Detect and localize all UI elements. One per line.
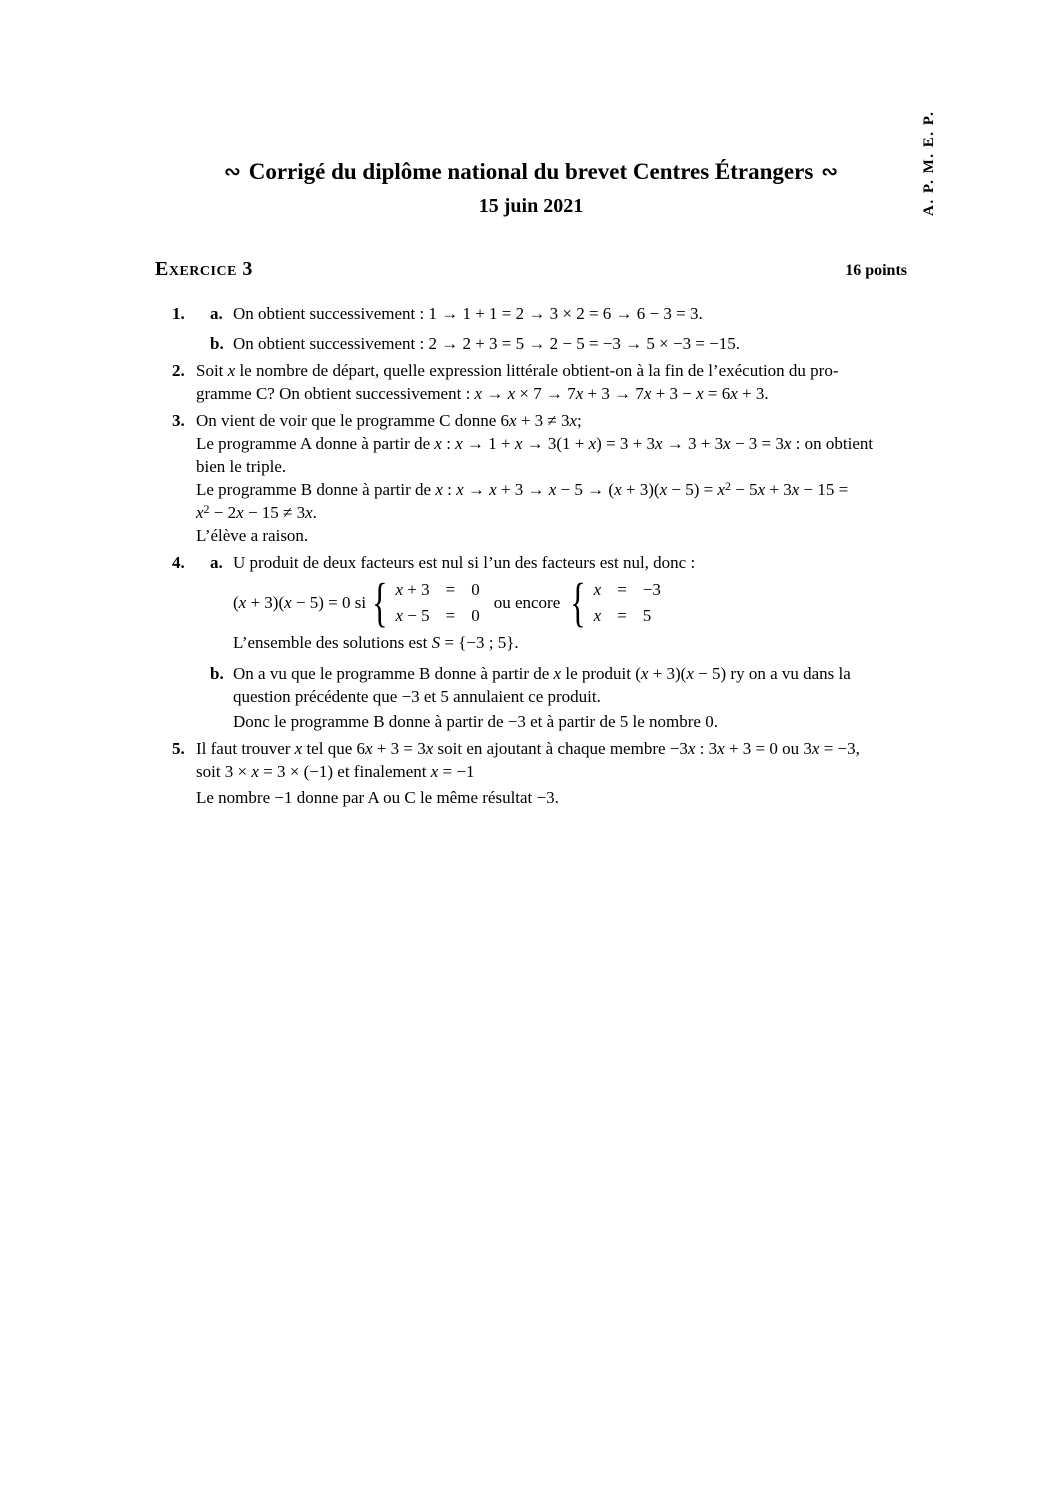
sub-letter: a. [210, 304, 223, 323]
answer-text: Il faut trouver x tel que 6x + 3 = 3x soit en ajoutant à chaque membre −3x : 3x + 3 = 0 ou 3x = −3, [196, 739, 860, 758]
question-4a [196, 551, 907, 574]
document-title-text: Corrigé du diplôme national du brevet Centres Étrangers [248, 159, 814, 184]
equation-lead: (x + 3)(x − 5) = 0 si [233, 593, 367, 612]
system-cell: 0 [471, 580, 480, 599]
question-3 [155, 409, 907, 547]
answer-text: On obtient successivement : 1 → 1 + 1 = 2 → 3 × 2 = 6 → 6 − 3 = 3. [233, 304, 703, 323]
answer-text: soit 3 × x = 3 × (−1) et finalement x = −1 [196, 762, 475, 781]
sub-letter: a. [210, 553, 223, 572]
system-right [594, 578, 661, 627]
document-title [155, 158, 907, 186]
answer-text: question précédente que −3 et 5 annulaient ce produit. [233, 687, 601, 706]
question-4b [196, 662, 907, 733]
exercise-header [155, 258, 907, 281]
exercise-points: 16 points [845, 262, 907, 279]
system-cell: = [445, 606, 456, 625]
answer-text: On vient de voir que le programme C donne 6x + 3 ≠ 3x; [196, 411, 582, 430]
answer-text: Le programme A donne à partir de x : x → 1 + x → 3(1 + x) = 3 + 3x → 3 + 3x − 3 = 3x : on obtient [196, 434, 874, 453]
answer-text: L’ensemble des solutions est S = {−3 ; 5}. [233, 633, 519, 652]
system-cell: x [593, 606, 602, 625]
item-number: 5. [172, 739, 185, 758]
system-cell: 5 [642, 606, 652, 625]
ornament-left-icon: ∾ [223, 159, 241, 183]
answer-text: L’élève a raison. [196, 526, 309, 545]
sub-letter: b. [210, 664, 224, 683]
answer-text: Le programme B donne à partir de x : $x \to x + 3 \to x - 5 \to (x + 3)(x - 5) = x^2 - 5x + 3x - 15$ = [196, 479, 849, 499]
system-left [395, 578, 479, 627]
question-1b [196, 332, 907, 355]
item-number: 1. [172, 304, 185, 323]
answer-text: Le nombre −1 donne par A ou C le même résultat −3. [196, 788, 559, 807]
question-1a [196, 302, 907, 325]
system-cell: 0 [471, 606, 480, 625]
question-1 [155, 302, 907, 355]
item-number: 3. [172, 411, 185, 430]
system-cell: = [617, 606, 627, 625]
document-page [155, 158, 907, 809]
sub-letter: b. [210, 334, 224, 353]
ornament-right-icon: ∾ [821, 159, 839, 183]
answer-text: Donc le programme B donne à partir de −3 et à partir de 5 le nombre 0. [233, 712, 718, 731]
left-brace: { [372, 571, 388, 633]
system-cell: x − 5 [395, 606, 430, 625]
answer-text: U produit de deux facteurs est nul si l’un des facteurs est nul, donc : [233, 553, 696, 572]
exercise-heading: Exercice 3 [155, 258, 253, 280]
system-cell: x [593, 580, 602, 599]
question-4 [155, 551, 907, 733]
answer-text: $x^2 - 2x - 15 \ne 3x$. [196, 502, 317, 522]
answer-text: Soit x le nombre de départ, quelle expression littérale obtient-on à la fin de l’exécution du pro- [196, 361, 839, 380]
question-2 [155, 359, 907, 405]
equation-system [233, 571, 907, 633]
answer-text: bien le triple. [196, 457, 287, 476]
system-cell: −3 [642, 580, 661, 599]
answers-list [155, 302, 907, 809]
answer-text: On a vu que le programme B donne à partir de x le produit (x + 3)(x − 5) ry on a vu dans la [233, 664, 851, 683]
item-number: 4. [172, 553, 185, 572]
item-number: 2. [172, 361, 185, 380]
system-cell: = [445, 580, 456, 599]
equation-connector: ou encore [493, 593, 561, 612]
system-cell: = [617, 580, 627, 599]
apmep-side-label: A. P. M. E. P. [921, 110, 937, 216]
question-5 [155, 737, 907, 809]
left-brace: { [570, 571, 586, 633]
system-cell: x + 3 [395, 580, 430, 599]
answer-text: gramme C? On obtient successivement : x → x × 7 → 7x + 3 → 7x + 3 − x = 6x + 3. [196, 384, 769, 403]
document-date: 15 juin 2021 [478, 195, 584, 217]
answer-text: On obtient successivement : 2 → 2 + 3 = 5 → 2 − 5 = −3 → 5 × −3 = −15. [233, 334, 740, 353]
